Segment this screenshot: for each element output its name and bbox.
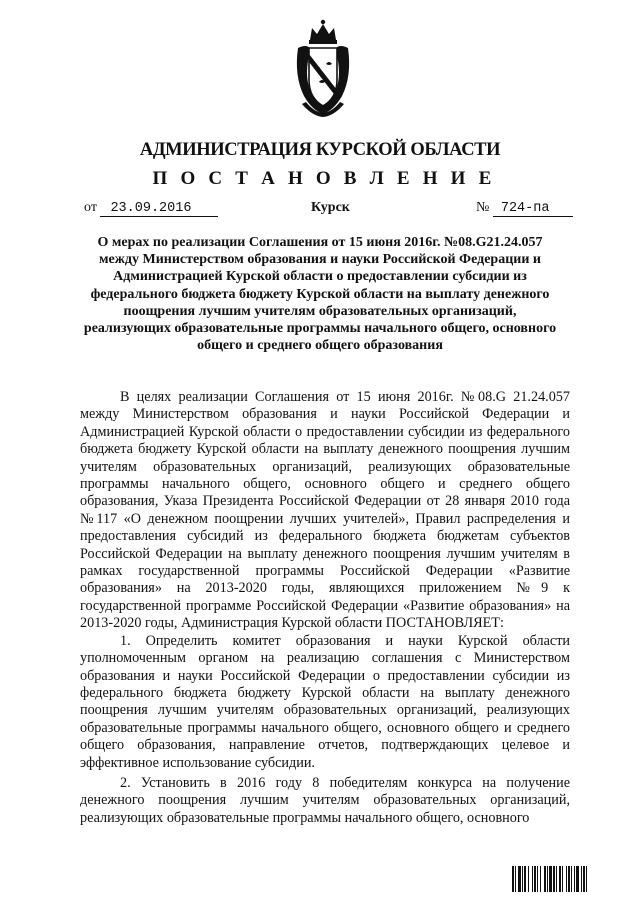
number-value: 724-па	[493, 202, 573, 217]
body-paragraph-item-1: 1. Определить комитет образования и науки Курской области уполномоченным органом на реализацию соглашения с Министерством образования и науки Российской Федерации о предоставлении субсидии из федерального бюджета бюджету Курской области на выплату денежного поощрения лучшим учителям образовательных организаций, реализующих образовательные программы начального общего, основного общего и среднего общего образования, направление отчетов, подтверждающих целевое и эффективное использование субсидии.	[80, 632, 570, 771]
document-body	[80, 389, 570, 827]
document-type-title: П О С Т А Н О В Л Е Н И Е	[152, 168, 496, 189]
body-paragraph-preamble: В целях реализации Соглашения от 15 июня 2016г. №08.G 21.24.057 между Министерством образования и науки Российской Федерации и Администрацией Курской области о предоставлении субсидии из федерального бюджета бюджету Курской области на выплату денежного поощрения лучшим учителям образовательных организаций, реализующих образовательные программы начального общего, основного общего и среднего общего образования, Указа Президента Российской Федерации от 28 января 2010 года №117 «О денежном поощрении лучших учителей», Правил распределения и предоставления субсидий из федерального бюджета бюджетам субъектов Российской Федерации на выплату денежного поощрения лучшим учителям в рамках государственной программы Российской Федерации «Развитие образования» на 2013-2020 годы, являющихся приложением №9 к государственной программе Российской Федерации «Развитие образования» на 2013-2020 годы, Администрация Курской области ПОСТАНОВЛЯЕТ:	[80, 389, 570, 632]
document-date	[84, 200, 218, 217]
organization-title: АДМИНИСТРАЦИЯ КУРСКОЙ ОБЛАСТИ	[139, 140, 501, 160]
barcode-icon	[511, 866, 627, 892]
date-value: 23.09.2016	[100, 202, 218, 217]
body-paragraph-item-2: 2. Установить в 2016 году 8 победителям конкурса на получение денежного поощрения лучшим учителям образовательных организаций, реализующих образовательные программы начального общего, основного	[80, 774, 570, 826]
document-city: Курск	[311, 200, 350, 215]
date-prefix: от	[84, 200, 97, 215]
coat-of-arms-icon	[292, 18, 354, 118]
document-number	[476, 200, 573, 217]
number-prefix: №	[476, 200, 490, 215]
document-subject: О мерах по реализации Соглашения от 15 июня 2016г. №08.G21.24.057 между Министерством образования и науки Российской Федерации и Администрацией Курской области о предоставлении субсидии из федерального бюджета бюджету Курской области на выплату денежного поощрения лучшим учителям образовательных организаций, реализующих образовательные программы начального общего, основного общего и среднего общего образования	[83, 235, 557, 354]
